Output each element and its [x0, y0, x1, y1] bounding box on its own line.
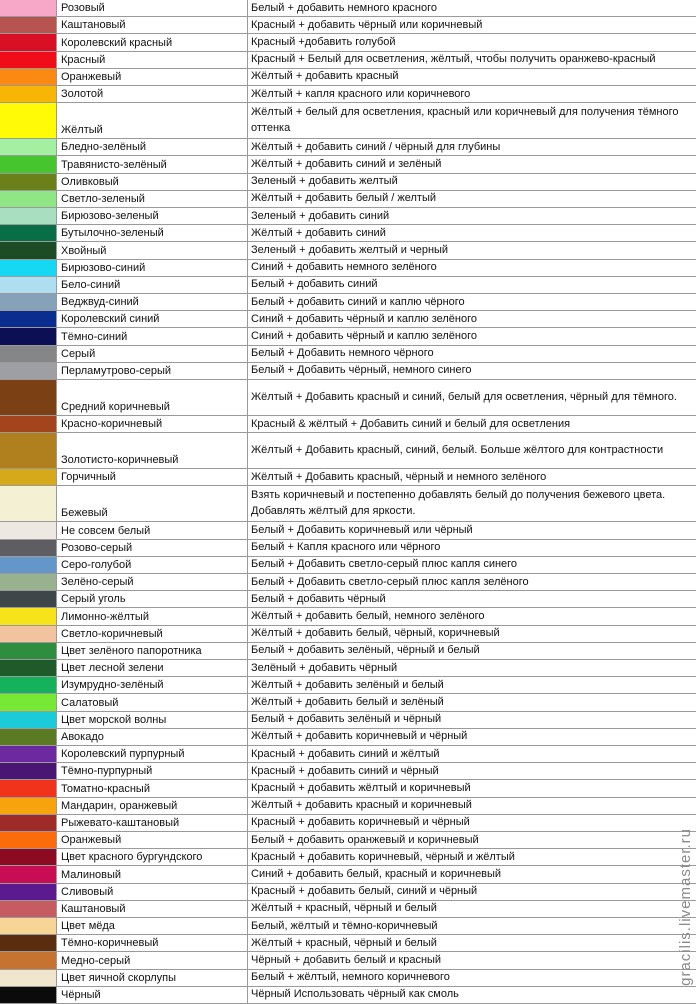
table-row — [0, 52, 696, 69]
color-swatch — [0, 416, 57, 432]
color-name: Оливковый — [57, 174, 248, 190]
color-swatch — [0, 191, 57, 207]
table-row — [0, 174, 696, 191]
color-swatch — [0, 712, 57, 728]
mixing-recipe: Белый, жёлтый и тёмно-коричневый — [251, 919, 438, 932]
color-name: Бледно-зелёный — [57, 139, 248, 155]
mixing-recipe: Жёлтый + добавить белый и зелёный — [251, 695, 444, 708]
table-row — [0, 952, 696, 969]
color-swatch — [0, 294, 57, 310]
table-row — [0, 729, 696, 746]
color-name: Оранжевый — [57, 69, 248, 85]
color-name: Авокадо — [57, 729, 248, 745]
mixing-recipe: Жёлтый + красный, чёрный и белый — [251, 902, 437, 915]
mixing-recipe: Жёлтый + белый для осветления, красный или коричневый для получения тёмного оттенка — [251, 106, 679, 135]
table-row — [0, 746, 696, 763]
table-row — [0, 987, 696, 1004]
color-name: Сливовый — [57, 884, 248, 900]
table-row — [0, 0, 696, 17]
table-row — [0, 694, 696, 711]
color-name: Цвет яичной скорлупы — [57, 970, 248, 986]
color-swatch — [0, 987, 57, 1003]
color-name: Розово-серый — [57, 540, 248, 556]
table-row — [0, 156, 696, 173]
mixing-recipe: Жёлтый + Добавить красный и синий, белый для осветления, чёрный для тёмного. — [251, 391, 677, 403]
color-swatch — [0, 103, 57, 138]
color-name: Лимонно-жёлтый — [57, 608, 248, 624]
color-name: Золотисто-коричневый — [57, 433, 248, 468]
color-swatch — [0, 52, 57, 68]
color-swatch — [0, 763, 57, 779]
table-row — [0, 260, 696, 277]
color-name: Травянисто-зелёный — [57, 156, 248, 172]
table-row — [0, 103, 696, 139]
color-name: Красно-коричневый — [57, 416, 248, 432]
table-row — [0, 780, 696, 797]
color-name: Тёмно-пурпурный — [57, 763, 248, 779]
mixing-recipe: Жёлтый + добавить белый, немного зелёного — [251, 609, 485, 622]
watermark: gracilis.livemaster.ru — [677, 828, 694, 986]
color-name: Салатовый — [57, 694, 248, 710]
table-row — [0, 469, 696, 486]
color-swatch — [0, 346, 57, 362]
table-row — [0, 294, 696, 311]
mixing-recipe: Красный + добавить синий и жёлтый — [251, 747, 440, 760]
table-row — [0, 380, 696, 416]
mixing-recipe: Красный + добавить синий и чёрный — [251, 764, 439, 777]
color-swatch — [0, 208, 57, 224]
mixing-recipe: Синий + добавить чёрный и каплю зелёного — [251, 329, 477, 342]
mixing-recipe: Красный + добавить белый, синий и чёрный — [251, 885, 478, 898]
color-name: Мандарин, оранжевый — [57, 798, 248, 814]
table-row — [0, 208, 696, 225]
color-name: Цвет красного бургундского — [57, 849, 248, 865]
color-swatch — [0, 591, 57, 607]
mixing-recipe: Взять коричневый и постепенно добавлять белый до получения бежевого цвета. Добавлять жёлтый для яркости. — [251, 489, 666, 518]
mixing-recipe: Зелёный + добавить чёрный — [251, 661, 398, 674]
mixing-recipe: Белый + Добавить коричневый или чёрный — [251, 523, 473, 536]
mixing-recipe: Жёлтый + Добавить красный, синий, белый. Больше жёлтого для контрастности — [251, 444, 664, 457]
mixing-recipe: Красный + добавить коричневый, чёрный и жёлтый — [251, 850, 515, 863]
mixing-recipe: Жёлтый + добавить коричневый и чёрный — [251, 730, 468, 743]
table-row — [0, 832, 696, 849]
color-swatch — [0, 557, 57, 573]
color-name: Горчичный — [57, 469, 248, 485]
table-row — [0, 815, 696, 832]
color-swatch — [0, 608, 57, 624]
table-row — [0, 574, 696, 591]
color-swatch — [0, 832, 57, 848]
mixing-recipe: Жёлтый + добавить синий / чёрный для глубины — [251, 140, 501, 153]
mixing-recipe: Чёрный + добавить белый и красный — [251, 953, 442, 966]
color-swatch — [0, 952, 57, 968]
table-row — [0, 311, 696, 328]
table-row — [0, 522, 696, 539]
mixing-recipe: Красный +добавить голубой — [251, 35, 396, 48]
color-name: Цвет лесной зелени — [57, 660, 248, 676]
mixing-recipe: Зеленый + добавить желтый — [251, 175, 398, 188]
color-swatch — [0, 242, 57, 258]
mixing-recipe: Красный + Белый для осветления, жёлтый, чтобы получить оранжево-красный — [251, 53, 656, 66]
table-row — [0, 433, 696, 469]
table-row — [0, 677, 696, 694]
table-row — [0, 191, 696, 208]
mixing-recipe: Жёлтый + Добавить красный, чёрный и немного зелёного — [251, 470, 547, 483]
color-swatch — [0, 918, 57, 934]
color-name: Тёмно-синий — [57, 328, 248, 344]
mixing-recipe: Красный & жёлтый + Добавить синий и белый для осветления — [251, 417, 571, 430]
color-name: Серо-голубой — [57, 557, 248, 573]
mixing-recipe: Белый + жёлтый, немного коричневого — [251, 971, 450, 984]
color-name: Королевский красный — [57, 34, 248, 50]
color-name: Каштановый — [57, 901, 248, 917]
color-swatch — [0, 486, 57, 521]
color-name: Светло-зеленый — [57, 191, 248, 207]
color-swatch — [0, 522, 57, 538]
mixing-recipe: Жёлтый + добавить красный и коричневый — [251, 799, 472, 812]
table-row — [0, 798, 696, 815]
table-row — [0, 486, 696, 522]
color-swatch — [0, 139, 57, 155]
color-name: Королевский синий — [57, 311, 248, 327]
table-row — [0, 139, 696, 156]
color-name: Бежевый — [57, 486, 248, 521]
mixing-recipe: Синий + добавить немного зелёного — [251, 261, 437, 274]
table-row — [0, 660, 696, 677]
color-name: Не совсем белый — [57, 522, 248, 538]
color-swatch — [0, 156, 57, 172]
mixing-recipe: Зеленый + добавить синий — [251, 209, 390, 222]
mixing-recipe: Синий + добавить чёрный и каплю зелёного — [251, 312, 477, 325]
color-name: Оранжевый — [57, 832, 248, 848]
mixing-recipe: Жёлтый + добавить зелёный и белый — [251, 678, 444, 691]
table-row — [0, 849, 696, 866]
mixing-recipe: Зеленый + добавить желтый и черный — [251, 243, 449, 256]
table-row — [0, 591, 696, 608]
mixing-recipe: Белый + Добавить немного чёрного — [251, 347, 434, 360]
table-row — [0, 69, 696, 86]
table-row — [0, 277, 696, 294]
color-name: Цвет морской волны — [57, 712, 248, 728]
color-swatch — [0, 225, 57, 241]
mixing-recipe: Жёлтый + добавить синий — [251, 226, 386, 239]
color-swatch — [0, 69, 57, 85]
color-name: Красный — [57, 52, 248, 68]
color-name: Королевский пурпурный — [57, 746, 248, 762]
color-swatch — [0, 746, 57, 762]
color-swatch — [0, 363, 57, 379]
table-row — [0, 242, 696, 259]
color-name: Бирюзово-зеленый — [57, 208, 248, 224]
mixing-recipe: Белый + добавить чёрный — [251, 592, 386, 605]
color-name: Бутылочно-зеленый — [57, 225, 248, 241]
color-swatch — [0, 311, 57, 327]
mixing-recipe: Чёрный Использовать чёрный как смоль — [251, 988, 459, 1001]
mixing-recipe: Белый + добавить синий и каплю чёрного — [251, 295, 465, 308]
table-row — [0, 86, 696, 103]
table-row — [0, 346, 696, 363]
table-row — [0, 416, 696, 433]
mixing-recipe: Белый + добавить немного красного — [251, 1, 438, 14]
table-row — [0, 970, 696, 987]
color-name: Золотой — [57, 86, 248, 102]
mixing-recipe: Белый + добавить зелёный и чёрный — [251, 713, 442, 726]
table-row — [0, 34, 696, 51]
mixing-recipe: Красный + добавить чёрный или коричневый — [251, 18, 483, 31]
color-swatch — [0, 849, 57, 865]
mixing-recipe: Белый + Добавить светло-серый плюс капля зелёного — [251, 575, 529, 588]
mixing-recipe: Белый + Капля красного или чёрного — [251, 541, 441, 554]
color-swatch — [0, 729, 57, 745]
mixing-recipe: Белый + добавить зелёный, чёрный и белый — [251, 644, 480, 657]
table-row — [0, 712, 696, 729]
table-row — [0, 918, 696, 935]
color-name: Средний коричневый — [57, 380, 248, 415]
mixing-recipe: Жёлтый + добавить белый / желтый — [251, 192, 437, 205]
color-swatch — [0, 574, 57, 590]
color-swatch — [0, 626, 57, 642]
color-name: Серый — [57, 346, 248, 362]
color-name: Перламутрово-серый — [57, 363, 248, 379]
color-name: Веджвуд-синий — [57, 294, 248, 310]
mixing-recipe: Белый + добавить синий — [251, 278, 378, 291]
color-swatch — [0, 901, 57, 917]
table-row — [0, 363, 696, 380]
color-swatch — [0, 643, 57, 659]
table-row — [0, 328, 696, 345]
mixing-recipe: Синий + добавить белый, красный и коричневый — [251, 867, 502, 880]
mixing-recipe: Жёлтый + красный, чёрный и белый — [251, 936, 437, 949]
color-name: Томатно-красный — [57, 780, 248, 796]
color-swatch — [0, 935, 57, 951]
color-swatch — [0, 660, 57, 676]
table-row — [0, 866, 696, 883]
color-name: Медно-серый — [57, 952, 248, 968]
color-swatch — [0, 260, 57, 276]
color-swatch — [0, 34, 57, 50]
color-swatch — [0, 798, 57, 814]
color-swatch — [0, 815, 57, 831]
color-name: Бирюзово-синий — [57, 260, 248, 276]
color-swatch — [0, 17, 57, 33]
color-swatch — [0, 380, 57, 415]
color-name: Изумрудно-зелёный — [57, 677, 248, 693]
color-swatch — [0, 469, 57, 485]
color-name: Тёмно-коричневый — [57, 935, 248, 951]
mixing-recipe: Жёлтый + добавить белый, чёрный, коричневый — [251, 627, 500, 640]
mixing-recipe: Красный + добавить коричневый и чёрный — [251, 816, 470, 829]
color-swatch — [0, 174, 57, 190]
mixing-recipe: Жёлтый + добавить синий и зелёный — [251, 157, 442, 170]
color-swatch — [0, 328, 57, 344]
mixing-recipe: Белый + Добавить чёрный, немного синего — [251, 364, 472, 377]
color-swatch — [0, 677, 57, 693]
color-name: Рыжевато-каштановый — [57, 815, 248, 831]
table-row — [0, 557, 696, 574]
mixing-recipe: Красный + добавить жёлтый и коричневый — [251, 781, 471, 794]
table-row — [0, 763, 696, 780]
table-row — [0, 884, 696, 901]
color-name: Розовый — [57, 0, 248, 16]
mixing-recipe: Белый + добавить оранжевый и коричневый — [251, 833, 479, 846]
color-swatch — [0, 884, 57, 900]
color-name: Серый уголь — [57, 591, 248, 607]
color-swatch — [0, 694, 57, 710]
table-row — [0, 901, 696, 918]
color-swatch — [0, 0, 57, 16]
mixing-recipe: Жёлтый + добавить красный — [251, 70, 399, 83]
mixing-recipe: Белый + Добавить светло-серый плюс капля синего — [251, 558, 518, 571]
color-name: Жёлтый — [57, 103, 248, 138]
color-name: Чёрный — [57, 987, 248, 1003]
table-row — [0, 540, 696, 557]
color-swatch — [0, 277, 57, 293]
color-name: Цвет зелёного папоротника — [57, 643, 248, 659]
table-row — [0, 643, 696, 660]
color-swatch — [0, 970, 57, 986]
color-name: Зелёно-серый — [57, 574, 248, 590]
table-row — [0, 608, 696, 625]
color-name: Хвойный — [57, 242, 248, 258]
color-swatch — [0, 433, 57, 468]
color-name: Каштановый — [57, 17, 248, 33]
table-row — [0, 935, 696, 952]
color-swatch — [0, 86, 57, 102]
table-row — [0, 626, 696, 643]
color-swatch — [0, 866, 57, 882]
color-name: Бело-синий — [57, 277, 248, 293]
color-swatch — [0, 780, 57, 796]
color-name: Цвет мёда — [57, 918, 248, 934]
color-name: Малиновый — [57, 866, 248, 882]
table-row — [0, 17, 696, 34]
mixing-recipe: Жёлтый + капля красного или коричневого — [251, 87, 471, 100]
color-name: Светло-коричневый — [57, 626, 248, 642]
table-row — [0, 225, 696, 242]
color-swatch — [0, 540, 57, 556]
